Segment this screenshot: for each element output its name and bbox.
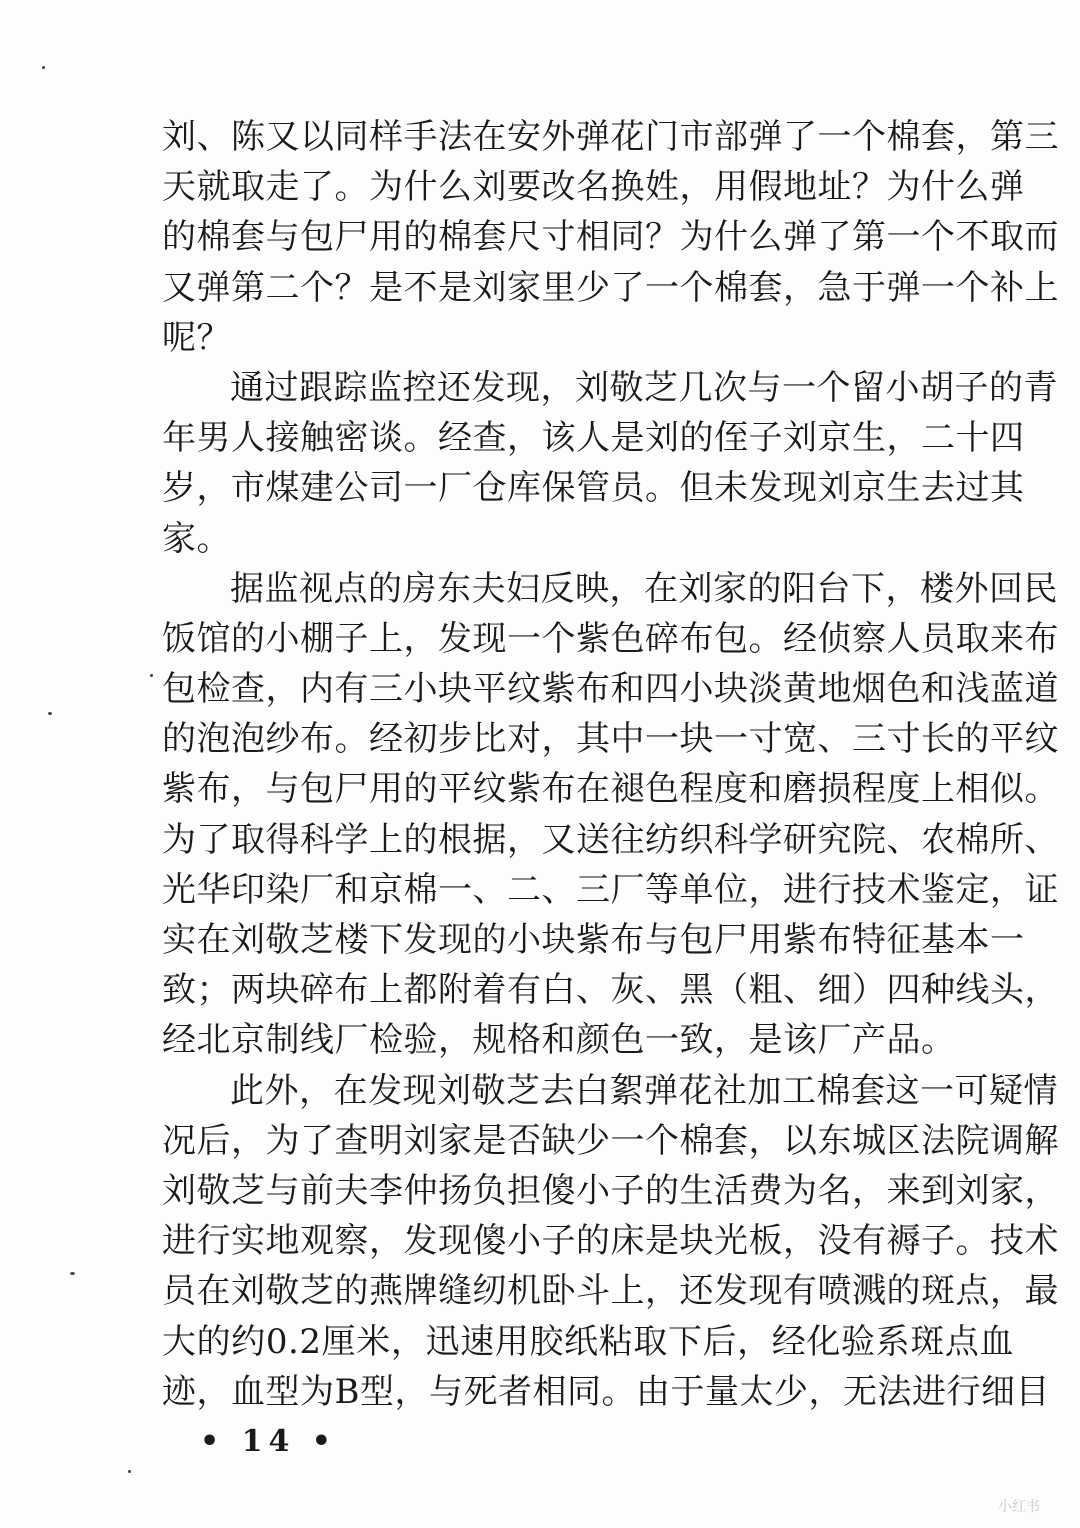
- text-line: 况后，为了查明刘家是否缺少一个棉套，以东城区法院调解: [162, 1120, 1059, 1161]
- watermark: 小红书: [998, 1499, 1040, 1515]
- text-line: 又弹第二个？是不是刘家里少了一个棉套，急于弹一个补上: [162, 267, 1059, 308]
- text-line: 紫布，与包尸用的平纹紫布在褪色程度和磨损程度上相似。: [162, 769, 1059, 810]
- text-line: 经北京制线厂检验，规格和颜色一致，是该厂产品。: [162, 1020, 956, 1061]
- scan-speck: [150, 674, 153, 677]
- text-line: 为了取得科学上的根据，又送往纺织科学研究院、农棉所、: [162, 819, 1059, 860]
- text-line: 天就取走了。为什么刘要改名换姓，用假地址？为什么弹: [162, 167, 1025, 208]
- text-line: 致；两块碎布上都附着有白、灰、黑（粗、细）四种线头，: [162, 970, 1059, 1011]
- text-line: 员在刘敬芝的燕牌缝纫机卧斗上，还发现有喷溅的斑点，最: [162, 1271, 1059, 1312]
- text-line: 光华印染厂和京棉一、二、三厂等单位，进行技术鉴定，证: [162, 869, 1059, 910]
- paragraph-start-line: 此外，在发现刘敬芝去白絮弹花社加工棉套这一可疑情: [230, 1070, 1058, 1111]
- text-line: 的棉套与包尸用的棉套尺寸相同？为什么弹了第一个不取而: [162, 217, 1059, 258]
- paragraph-start-line: 通过跟踪监控还发现，刘敬芝几次与一个留小胡子的青: [230, 367, 1058, 408]
- text-line: 包检查，内有三小块平纹紫布和四小块淡黄地烟色和浅蓝道: [162, 669, 1059, 710]
- body-text: [162, 112, 1059, 1417]
- text-line: 家。: [162, 518, 231, 559]
- scan-speck: [48, 712, 52, 715]
- text-line: 岁，市煤建公司一厂仓库保管员。但未发现刘京生去过其: [162, 468, 1025, 509]
- text-line: 呢？: [162, 317, 231, 358]
- scan-speck: [42, 66, 45, 69]
- text-line: 刘、陈又以同样手法在安外弹花门市部弹了一个棉套，第三: [162, 117, 1059, 157]
- text-line: 饭馆的小棚子上，发现一个紫色碎布包。经侦察人员取来布: [162, 618, 1059, 659]
- text-line: 年男人接触密谈。经查，该人是刘的侄子刘京生，二十四: [162, 418, 1025, 459]
- text-line: 大的约0.2厘米，迅速用胶纸粘取下后，经化验系斑点血: [162, 1321, 1014, 1362]
- text-line: 的泡泡纱布。经初步比对，其中一块一寸宽、三寸长的平纹: [162, 719, 1059, 760]
- scan-speck: [128, 1470, 131, 1473]
- page-number: • 14 •: [200, 1424, 337, 1459]
- text-line: 进行实地观察，发现傻小子的床是块光板，没有褥子。技术: [162, 1221, 1059, 1262]
- text-line: 实在刘敬芝楼下发现的小块紫布与包尸用紫布特征基本一: [162, 920, 1025, 960]
- text-line: 刘敬芝与前夫李仲扬负担傻小子的生活费为名，来到刘家，: [162, 1170, 1059, 1211]
- paragraph-start-line: 据监视点的房东夫妇反映，在刘家的阳台下，楼外回民: [230, 568, 1058, 609]
- scan-speck: [70, 1272, 75, 1275]
- text-line: 迹，血型为B型，与死者相同。由于量太少，无法进行细目: [162, 1371, 1050, 1412]
